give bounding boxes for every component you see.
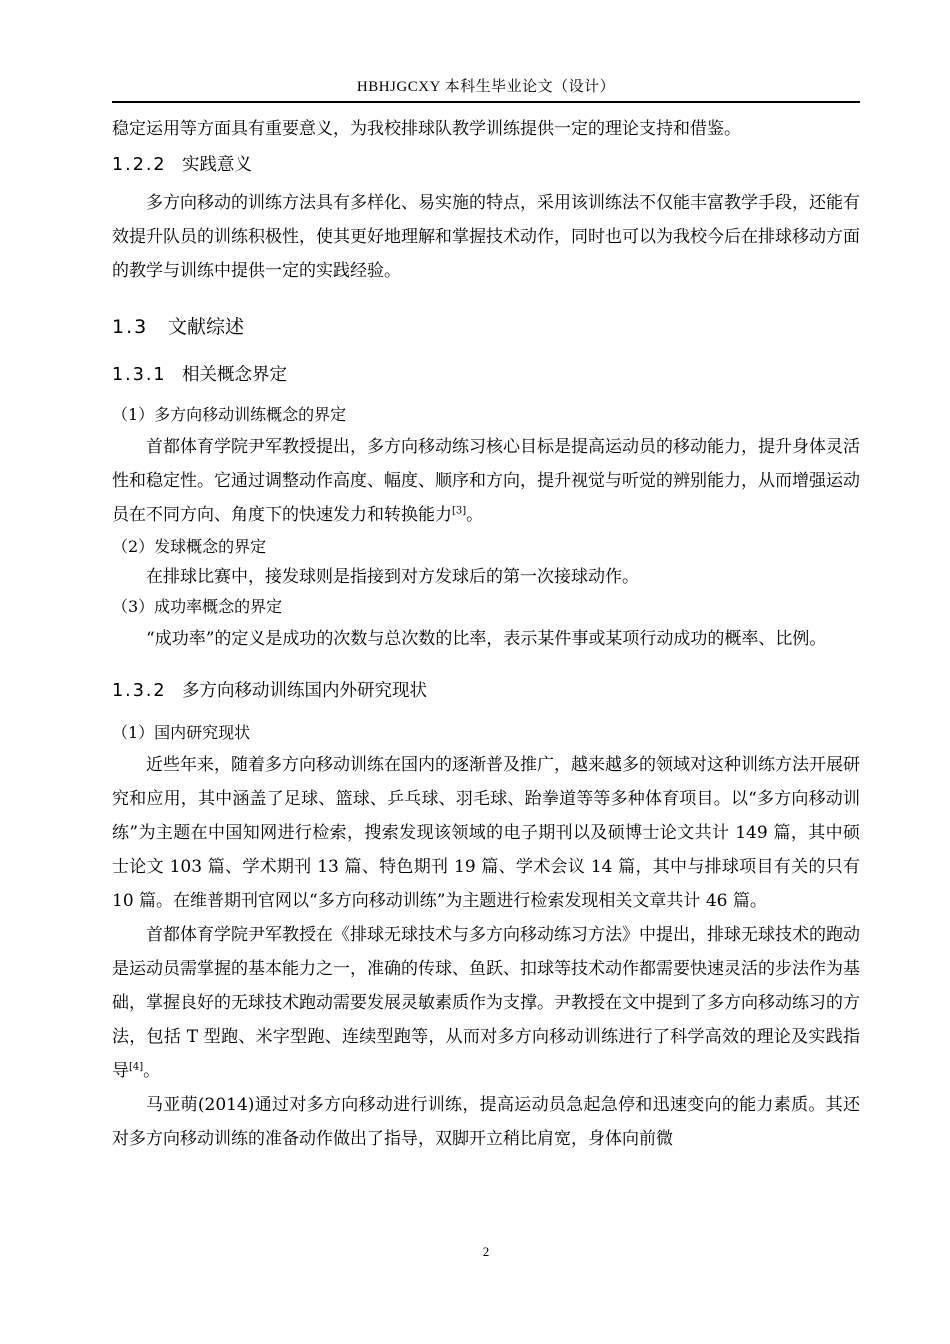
heading-text: 多方向移动训练国内外研究现状 bbox=[182, 681, 427, 701]
paragraph-yin-jun-research: 首都体育学院尹军教授在《排球无球技术与多方向移动练习方法》中提出，排球无球技术的跑动是运动员需掌握的基本能力之一，准确的传球、鱼跃、扣球等技术动作都需要快速灵活的步法作为基础，掌握良好的无球技术跑动需要发展灵敏素质作为支撑。尹教授在文中提到了多方向移动练习的方法，包括 T 型跑、米字型跑、连续型跑等，从而对多方向移动训练进行了科学高效的理论及实践指导[4]。 bbox=[112, 925, 860, 1081]
subheading-success-rate-concept: （3）成功率概念的界定 bbox=[112, 597, 283, 616]
heading-number: 1.2.2 bbox=[112, 155, 167, 175]
paragraph-ma-yameng-research: 马亚萌(2014)通过对多方向移动进行训练，提高运动员急起急停和迅速变向的能力素质。其还对多方向移动训练的准备动作做出了指导，双脚开立稍比肩宽，身体向前微 bbox=[112, 1095, 860, 1149]
paragraph-multi-direction-concept: 首都体育学院尹军教授提出，多方向移动练习核心目标是提高运动员的移动能力，提升身体灵活性和稳定性。它通过调整动作高度、幅度、顺序和方向，提升视觉与听觉的辨别能力，从而增强运动员在不同方向、角度下的快速发力和转换能力[3]。 bbox=[112, 437, 860, 525]
paragraph-domestic-research: 近些年来，随着多方向移动训练在国内的逐渐普及推广，越来越多的领域对这种训练方法开展研究和应用，其中涵盖了足球、篮球、乒乓球、羽毛球、跆拳道等等多种体育项目。以“多方向移动训练”为主题在中国知网进行检索，搜索发现该领域的电子期刊以及硕博士论文共计 149 篇，其中硕士论文 103 篇、学术期刊 13 篇、特色期刊 19 篇、学术会议 14 篇，其中与排球项目有关的只有 10 篇。在维普期刊官网以“多方向移动训练”为主题进行检索发现相关文章共计 46 篇。 bbox=[112, 755, 860, 911]
header-rule bbox=[112, 101, 860, 103]
paragraph-serve-concept: 在排球比赛中，接发球则是指接到对方发球后的第一次接球动作。 bbox=[146, 567, 639, 587]
page-number: 2 bbox=[482, 1244, 490, 1259]
heading-number: 1.3.2 bbox=[112, 681, 167, 701]
paragraph-continued: 稳定运用等方面具有重要意义，为我校排球队教学训练提供一定的理论支持和借鉴。 bbox=[112, 119, 741, 139]
heading-1-2-2 bbox=[112, 148, 860, 182]
heading-number: 1.3.1 bbox=[112, 365, 167, 385]
heading-text: 相关概念界定 bbox=[182, 365, 287, 385]
citation-ref: [4] bbox=[129, 1061, 144, 1073]
heading-text: 文献综述 bbox=[168, 316, 245, 338]
running-header: HBHJGCXY 本科生毕业论文（设计） bbox=[356, 79, 616, 95]
paragraph-practice-significance: 多方向移动的训练方法具有多样化、易实施的特点，采用该训练法不仅能丰富教学手段，还能有效提升队员的训练积极性，使其更好地理解和掌握技术动作，同时也可以为我校今后在排球移动方面的教学与训练中提供一定的实践经验。 bbox=[112, 193, 860, 281]
subheading-serve-concept: （2）发球概念的界定 bbox=[112, 537, 267, 556]
heading-1-3-2 bbox=[112, 674, 860, 708]
page-content bbox=[112, 112, 860, 1156]
heading-number: 1.3 bbox=[112, 316, 149, 338]
paragraph-success-rate-concept: “成功率”的定义是成功的次数与总次数的比率，表示某件事或某项行动成功的概率、比例。 bbox=[146, 629, 827, 649]
heading-1-3 bbox=[112, 310, 860, 344]
subheading-domestic-research: （1）国内研究现状 bbox=[112, 723, 251, 742]
subheading-multi-direction-concept: （1）多方向移动训练概念的界定 bbox=[112, 405, 347, 424]
heading-text: 实践意义 bbox=[182, 155, 252, 175]
heading-1-3-1 bbox=[112, 358, 860, 392]
citation-ref: [3] bbox=[452, 505, 467, 517]
